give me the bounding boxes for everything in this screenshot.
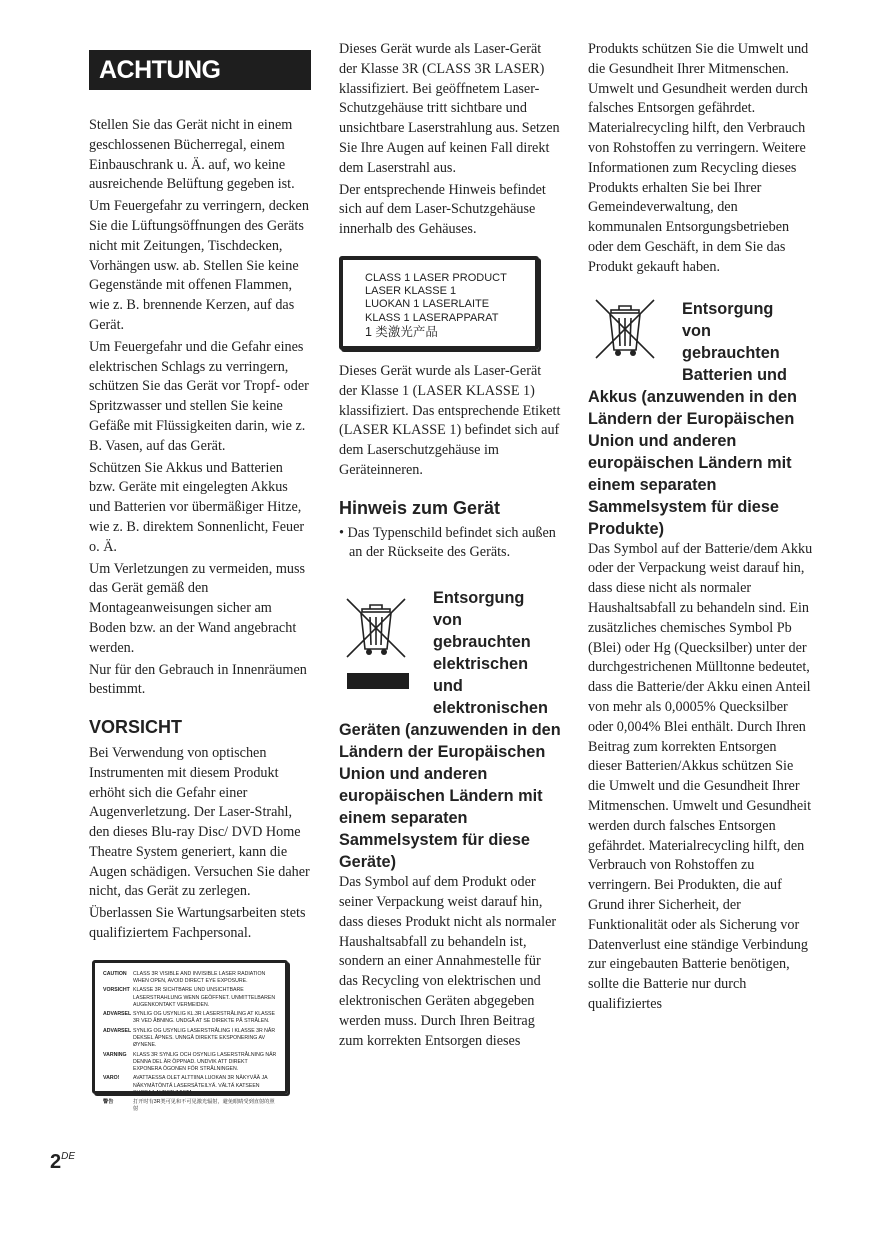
paragraph: Um Feuergefahr und die Gefahr eines elektrischen Schlags zu verringern, schützen Sie das Gerät vor Tropf- oder Spritzwasser und stellen Sie keine Gefäße mit Flüssigkeiten darin, wie z. B. Vasen, auf das Gerät.	[89, 338, 309, 454]
weee-heading-rest: Geräten (anzuwenden in den Ländern der Europäischen Union und anderen europäischen Ländern mit einem separaten Sammelsystem für diese Geräte)	[339, 721, 561, 872]
battery-heading-top	[682, 298, 787, 386]
caution-text: CLASS 3R VISIBLE AND INVISIBLE LASER RADIATION WHEN OPEN, AVOID DIRECT EYE EXPOSURE.	[133, 970, 266, 985]
paragraph: Das Symbol auf dem Produkt oder seiner Verpackung weist darauf hin, dass dieses Produkt nicht als normaler Haushaltsabfall zu behandeln ist, sondern an einer Annahmestelle für das Recycling von elektrischen und elektronischen Geräten abgegeben werden muss. Durch Ihren Beitrag zum korrekten Entsorgen dieses	[339, 874, 557, 1049]
heading-line: elektronischen	[433, 699, 548, 718]
battery-disposal-block	[588, 298, 813, 386]
paragraph: Dieses Gerät wurde als Laser-Gerät der Klasse 3R (CLASS 3R LASER) klassifiziert. Bei geöffnetem Laser-Schutzgehäuse tritt sichtbare und unsichtbare Laserstrahlung aus. Setzen Sie Ihre Augen auf keinen Fall direkt dem Laserstrahl aus.	[339, 41, 560, 176]
caution-text: SYNLIG OG USYNLIG KL.3R LASERSTRÅLING AT KLASSE 3R VED ÅBNING. UNDGÅ AT SE DIREKTE PÅ STRÅLEN.	[133, 1011, 275, 1025]
achtung-heading: ACHTUNG	[89, 50, 311, 90]
laser-caution-label	[92, 960, 288, 1113]
heading-line: Batterien und	[682, 365, 787, 384]
battery-heading-rest: Akkus (anzuwenden in den Ländern der Europäischen Union und anderen europäischen Ländern mit einem separaten Sammelsystem für diese Produkte)	[588, 387, 797, 538]
caution-language-label: 警告	[103, 1099, 114, 1106]
vorsicht-heading: VORSICHT	[89, 717, 183, 738]
paragraph: Nur für den Gebrauch in Innenräumen bestimmt.	[89, 661, 307, 698]
hinweis-heading: Hinweis zum Gerät	[339, 497, 501, 518]
caution-language-label: VARNING	[103, 1051, 127, 1058]
paragraph: Produkts schützen Sie die Umwelt und die Gesundheit Ihrer Mitmenschen. Umwelt und Gesundheit werden durch falsches Entsorgen gefährdet. Materialrecycling hilft, den Verbrauch von Rohstoffen zu verringern. Weitere Informationen zum Recycling dieses Produkts erhalten Sie bei Ihrer Gemeindeverwaltung, den kommunalen Entsorgungsbetrieben oder dem Geschäft, in dem Sie das Produkt gekauft haben.	[588, 41, 809, 275]
language-code: DE	[61, 1151, 76, 1162]
caution-text: KLASS 3R SYNLIG OCH OSYNLIG LASERSTRÅLNING NÄR DENNA DEL ÄR ÖPPNAD. UNDVIK ATT DIREKT EXPONERA ÖGONEN FÖR STRÅLNINGEN.	[133, 1051, 277, 1073]
caution-language-label: VARO!	[103, 1075, 120, 1082]
paragraph: Der entsprechende Hinweis befindet sich auf dem Laser-Schutzgehäuse innerhalb des Gehäuses.	[339, 181, 546, 238]
heading-line: gebrauchten	[433, 633, 531, 652]
caution-row	[103, 987, 277, 1009]
caution-row	[103, 1052, 277, 1074]
caution-language-label: ADVARSEL	[103, 1027, 132, 1034]
paragraph: Schützen Sie Akkus und Batterien bzw. Geräte mit eingelegten Akkus und Batterien vor übermäßiger Hitze, wie z. B. direktem Sonnenlicht, Feuer o. Ä.	[89, 459, 305, 555]
caution-text: AVATTAESSA OLET ALTTIINA LUOKAN 3R NÄKYVÄÄ JA NÄKYMÄTÖNTÄ LASERSÄTEILYÄ. VÄLTÄ KATSEEN SUORAA ALTISTUMISTA.	[133, 1075, 268, 1096]
label-line: LASER KLASSE 1	[365, 285, 457, 298]
weee-disposal-block	[339, 587, 561, 719]
label-line: KLASS 1 LASERAPPARAT	[365, 311, 499, 324]
heading-line: gebrauchten	[682, 343, 780, 362]
caution-text: KLASSE 3R SICHTBARE UND UNSICHTBARE LASERSTRAHLUNG WENN GEÖFFNET. UNMITTELBAREN AUGENKONTAKT VERMEIDEN.	[133, 987, 276, 1008]
paragraph: Bei Verwendung von optischen Instrumenten mit diesem Produkt erhöht sich die Gefahr einer Augenverletzung. Der Laser-Strahl, den dieses Blu-ray Disc/ DVD Home Theatre System generiert, kann die Augen schädigen. Versuchen Sie daher nicht, das Gerät zu zerlegen.	[89, 744, 310, 900]
column-3	[588, 40, 813, 1017]
caution-row	[103, 1099, 277, 1113]
caution-language-label: CAUTION	[103, 970, 127, 977]
class1-laser-label	[339, 256, 539, 350]
paragraph: Überlassen Sie Wartungsarbeiten stets qualifiziertem Fachpersonal.	[89, 905, 306, 942]
paragraph: Stellen Sie das Gerät nicht in einem geschlossenen Bücherregal, einem Einbauschrank u. Ä. auf, wo keine ausreichende Belüftung gegeben ist.	[89, 117, 295, 193]
caution-row	[103, 1075, 277, 1097]
bullet-item: • Das Typenschild befindet sich außen an der Rückseite des Geräts.	[339, 524, 556, 561]
paragraph: Um Feuergefahr zu verringern, decken Sie die Lüftungsöffnungen des Geräts nicht mit Zeitungen, Tischdecken, Vorhängen usw. ab. Stellen Sie keine Gegenstände mit offenen Flammen, wie z. B. brennende Kerzen, auf das Gerät.	[89, 198, 309, 333]
caution-row	[103, 1028, 277, 1050]
heading-line: elektrischen	[433, 655, 529, 674]
caution-language-label: ADVARSEL	[103, 1011, 132, 1018]
crossed-bin-icon	[588, 298, 682, 385]
caution-text: 打开时有3R类可见和不可见激光辐射，避免眼睛受到直射的照射	[133, 1099, 275, 1113]
weee-heading-top	[433, 587, 548, 719]
heading-line: Entsorgung	[433, 589, 525, 608]
label-line: CLASS 1 LASER PRODUCT	[365, 271, 507, 284]
caution-language-label: VORSICHT	[103, 987, 130, 994]
caution-row	[103, 1011, 277, 1025]
caution-text: SYNLIG OG USYNLIG LASERSTRÅLING I KLASSE 3R NÅR DEKSEL ÅPNES. UNNGÅ DIREKTE EKSPONERING AV ØYNENE.	[133, 1027, 276, 1049]
caution-row	[103, 971, 277, 985]
column-2	[339, 40, 561, 1053]
heading-line: von	[433, 611, 462, 630]
label-line: LUOKAN 1 LASERLAITE	[365, 298, 490, 311]
heading-line: Entsorgung	[682, 299, 774, 318]
heading-line: und	[433, 677, 463, 696]
crossed-bin-icon	[339, 587, 433, 704]
label-line: 1 类激光产品	[365, 324, 438, 339]
heading-line: von	[682, 321, 711, 340]
column-1	[89, 40, 311, 1113]
paragraph: Um Verletzungen zu vermeiden, muss das Gerät gemäß den Montageanweisungen sicher am Boden bzw. an der Wand angebracht werden.	[89, 560, 306, 656]
page-number: 2DE	[50, 1151, 76, 1173]
paragraph: Dieses Gerät wurde als Laser-Gerät der Klasse 1 (LASER KLASSE 1) klassifiziert. Das entsprechende Etikett (LASER KLASSE 1) befindet sich auf dem Laserschutzgehäuse im Geräteinneren.	[339, 362, 561, 478]
paragraph: Das Symbol auf der Batterie/dem Akku oder der Verpackung weist darauf hin, dass diese nicht als normaler Haushaltsabfall zu behandeln sind. Ein zusätzliches chemisches Symbol Pb (Blei) oder Hg (Quecksilber) unter der durchgestrichenen Mülltonne bedeutet, dass die Batterie/der Akku einen Anteil von mehr als 0,0005% Quecksilber oder 0,004% Blei enthält. Durch Ihren Beitrag zum korrekten Entsorgen dieser Batterien/Akkus schützen Sie die Umwelt und die Gesundheit Ihrer Mitmenschen. Umwelt und Gesundheit werden durch falsches Entsorgen gefährdet. Materialrecycling hilft, den Verbrauch von Rohstoffen zu verringern. Bei Produkten, die auf Grund ihrer Sicherheit, der Funktionalität oder als Sicherung vor Datenverlust eine ständige Verbindung zur eingebauten Batterie benötigen, sollte die Batterie nur durch qualifiziertes	[588, 540, 813, 1012]
